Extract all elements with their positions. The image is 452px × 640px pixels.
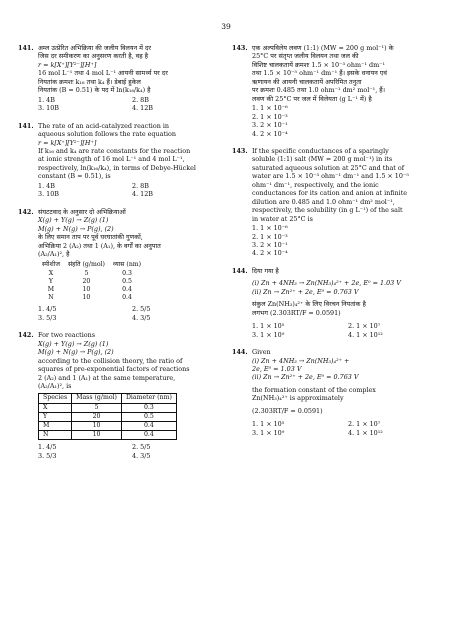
question-text-line: ohm⁻¹ dm⁻¹, respectively, and the ionic <box>252 180 379 189</box>
question-text-line: squares of pre-exponential factors of reactions <box>38 365 190 374</box>
question-text-line: If the specific conductances of a sparingly <box>252 146 389 155</box>
option-1[interactable]: 1. 1 × 10⁵ <box>252 322 285 331</box>
option-3[interactable]: 3. 5/3 <box>38 313 57 322</box>
question-text-line: 2 (A₂) and 1 (A₁) at the same temperature, <box>38 373 176 382</box>
question-text-line: constant (B = 0.51), is <box>38 172 111 181</box>
table-row <box>39 403 177 412</box>
question-text-line: For two reactions <box>38 331 96 340</box>
question-142-english <box>18 331 220 460</box>
question-number: 141. <box>18 121 34 130</box>
option-2[interactable]: 2. 8B <box>132 95 149 104</box>
option-2[interactable]: 2. 1 × 10⁻³ <box>252 232 288 241</box>
question-number: 141. <box>18 44 34 52</box>
table-cell: X <box>39 403 72 412</box>
question-text-line: नियतांक क्रमशः k₁₆ तथा k₄ हैं। डेबाई हुकेल <box>38 77 141 86</box>
table-cell: 5 <box>72 403 122 412</box>
table-header: Species <box>39 394 72 403</box>
question-text-line: Zn(NH₃)₄²⁺ is approximately <box>252 394 344 403</box>
table-cell: 0.4 <box>122 285 132 293</box>
options <box>38 443 220 460</box>
constant-note: (2.303RT/F = 0.0591) <box>252 406 323 415</box>
question-text-line: respectively, the solubility (in g L⁻¹) of the salt <box>252 206 403 215</box>
question-text-line: संकुल Zn(NH₃)₄²⁺ के लिए विरचन नियतांक है <box>252 300 366 309</box>
question-text-line: the formation constant of the complex <box>252 385 376 394</box>
question-number: 142. <box>18 331 34 340</box>
option-4[interactable]: 4. 2 × 10⁻⁴ <box>252 129 288 138</box>
table-cell: 0.3 <box>122 269 132 277</box>
question-text-line: नियतांक (B = 0.51) के पद में ln(k₁₆/k₄) है <box>38 86 151 95</box>
question-text-line: विशिष्ट चालकतायें क्रमशः 1.5 × 10⁻³ ohm⁻¹ dm⁻¹ <box>252 60 386 69</box>
question-text-line: conductances for its cation and anion at infinite <box>252 189 408 198</box>
options <box>38 96 220 113</box>
question-text-line: according to the collision theory, the ratio of <box>38 356 183 365</box>
table-cell: Y <box>39 412 72 421</box>
option-4[interactable]: 4. 2 × 10⁻⁴ <box>252 249 288 258</box>
question-text-line: respectively, ln(k₁₆/k₄), in terms of Debye-Hückel <box>38 163 196 172</box>
table-row <box>38 278 145 286</box>
table-header: स्पीशीज <box>42 261 60 269</box>
option-4[interactable]: 4. 12B <box>132 104 153 113</box>
half-reaction-1: (i) Zn + 4NH₃ → Zn(NH₃)₄²⁺ + <box>252 356 350 365</box>
reaction-1: X(g) + Y(g) → Z(g) (1) <box>38 339 109 348</box>
table-cell: M <box>39 422 72 431</box>
question-text-line: (A₂/A₁)², is <box>38 381 72 390</box>
options <box>252 420 438 437</box>
left-column <box>18 44 220 469</box>
question-text-line: लवण की 25°C पर जल में विलेयता (g L⁻¹ में) है <box>252 94 372 103</box>
question-text-line: के लिए समान ताप पर पूर्व घरघातांकी गुणकों, <box>38 233 143 242</box>
option-1[interactable]: 1. 4/5 <box>38 443 57 452</box>
question-text-line: जिस दर समीकरण का अनुसरण करती है, वह है <box>38 52 149 61</box>
table-row <box>38 286 145 294</box>
option-2[interactable]: 2. 8B <box>132 181 149 190</box>
options <box>252 322 438 339</box>
option-2[interactable]: 2. 1 × 10⁷ <box>348 322 381 331</box>
table-header: Mass (g/mol) <box>72 394 122 403</box>
option-1[interactable]: 1. 4B <box>38 181 55 190</box>
table-row <box>38 294 145 302</box>
table-cell: M <box>47 285 55 293</box>
half-reaction-2: (ii) Zn → Zn²⁺ + 2e, E⁰ = 0.763 V <box>252 287 359 296</box>
option-4[interactable]: 4. 12B <box>132 190 153 199</box>
reaction-1: X(g) + Y(g) → Z(g) (1) <box>38 216 109 225</box>
question-144-hindi <box>232 267 438 339</box>
half-reaction-1-cont: 2e, E⁰ = 1.03 V <box>252 364 302 373</box>
question-number: 144. <box>232 266 248 275</box>
table-cell: 0.3 <box>121 403 176 412</box>
table-row <box>39 422 177 431</box>
table-cell: 10 <box>72 431 122 440</box>
option-2[interactable]: 2. 5/5 <box>132 305 151 314</box>
question-text-line: ऋणायन की आयनी चालकतायें अपरिमित तनुता <box>252 77 362 86</box>
option-1[interactable]: 1. 4B <box>38 95 55 104</box>
species-table <box>38 393 177 440</box>
table-header: संहति (g/mol) <box>67 261 105 269</box>
question-text-line: aqueous solution follows the rate equation <box>38 130 177 139</box>
table-header: व्यास (nm) <box>112 261 142 269</box>
table-cell: Y <box>48 277 54 285</box>
question-text-line: दिया गया है <box>252 266 279 275</box>
option-2[interactable]: 2. 1 × 10⁻³ <box>252 112 288 121</box>
option-3[interactable]: 3. 2 × 10⁻¹ <box>252 240 288 249</box>
question-141-english <box>18 122 220 199</box>
question-number: 143. <box>232 44 248 52</box>
options <box>252 224 438 258</box>
options <box>252 104 438 138</box>
table-cell: 0.4 <box>121 431 176 440</box>
option-4[interactable]: 4. 1 × 10¹² <box>348 330 383 339</box>
table-cell: 10 <box>72 422 122 431</box>
option-1[interactable]: 1. 1 × 10⁻⁶ <box>252 104 288 113</box>
question-text-line: 25°C पर संतृप्त जलीय विलयन तथा जल की <box>252 52 359 61</box>
question-text-line: संघटटवाद के अनुसार दो अभिक्रियाओं <box>38 207 126 216</box>
table-row <box>38 270 145 278</box>
option-1[interactable]: 1. 1 × 10⁵ <box>252 420 285 429</box>
question-text-line: dilution are 0.485 and 1.0 ohm⁻¹ dm² mol⁻¹, <box>252 197 395 206</box>
option-1[interactable]: 1. 4/5 <box>38 305 57 314</box>
question-143-hindi <box>232 44 438 138</box>
page-number: 39 <box>221 22 231 31</box>
table-cell: N <box>48 294 54 302</box>
option-4[interactable]: 4. 3/5 <box>132 313 151 322</box>
question-number: 142. <box>18 207 34 216</box>
table-row <box>39 431 177 440</box>
option-3[interactable]: 3. 1 × 10⁹ <box>252 428 285 437</box>
question-141-hindi <box>18 44 220 113</box>
species-table <box>38 261 145 302</box>
question-text-line: (A₂/A₁)², है <box>38 249 70 258</box>
option-2[interactable]: 2. 1 × 10⁷ <box>348 420 381 429</box>
option-3[interactable]: 3. 1 × 10⁹ <box>252 330 285 339</box>
question-text-line: soluble (1:1) salt (MW = 200 g mol⁻¹) in its <box>252 155 393 164</box>
option-3[interactable]: 3. 10B <box>38 104 59 113</box>
table-cell: 5 <box>84 269 89 277</box>
table-cell: 10 <box>82 285 91 293</box>
question-text-line: at ionic strength of 16 mol L⁻¹ and 4 mol L⁻¹, <box>38 155 185 164</box>
table-cell: 10 <box>82 294 91 302</box>
question-text-line: The rate of an acid-catalyzed reaction in <box>38 121 170 130</box>
right-column <box>232 44 438 446</box>
question-number: 143. <box>232 146 248 155</box>
table-cell: 20 <box>82 277 91 285</box>
reaction-2: M(g) + N(g) → P(g), (2) <box>38 348 114 357</box>
table-cell: 20 <box>72 412 122 421</box>
option-1[interactable]: 1. 1 × 10⁻⁶ <box>252 224 288 233</box>
question-143-english <box>232 147 438 258</box>
question-text-line: एक अल्पविलेय लवण (1:1) (MW = 200 g mol⁻¹) के <box>252 44 394 52</box>
question-number: 144. <box>232 348 248 357</box>
table-cell: X <box>48 269 54 277</box>
half-reaction-2: (ii) Zn → Zn²⁺ + 2e, E⁰ = 0.763 V <box>252 373 359 382</box>
option-2[interactable]: 2. 5/5 <box>132 443 151 452</box>
table-row <box>39 412 177 421</box>
question-text-line: लगभग (2.303RT/F = 0.0591) <box>252 308 341 317</box>
question-text-line: Given <box>252 348 271 357</box>
option-3[interactable]: 3. 2 × 10⁻¹ <box>252 121 288 130</box>
half-reaction-1: (i) Zn + 4NH₃ → Zn(NH₃)₄²⁺ + 2e, E⁰ = 1.03 V <box>252 279 401 288</box>
option-3[interactable]: 3. 10B <box>38 190 59 199</box>
table-cell: N <box>39 431 72 440</box>
question-text-line: water are 1.5 × 10⁻³ ohm⁻¹ dm⁻¹ and 1.5 × 10⁻⁵ <box>252 172 409 181</box>
question-text-line: तथा 1.5 × 10⁻⁵ ohm⁻¹ dm⁻¹ हैं। इसके धनायन एवं <box>252 69 387 78</box>
question-144-english <box>232 348 438 437</box>
options <box>38 305 220 322</box>
table-cell: 0.4 <box>122 294 132 302</box>
question-text-line: in water at 25°C is <box>252 214 313 223</box>
table-header: Diameter (nm) <box>121 394 176 403</box>
table-cell: 0.4 <box>121 422 176 431</box>
question-text-line: saturated aqueous solution at 25°C and that of <box>252 163 405 172</box>
question-text-line: अम्ल उत्प्रेरित अभिक्रिया की जलीय विलयन में दर <box>38 44 152 52</box>
question-text-line: पर क्रमशः 0.485 तथा 1.0 ohm⁻¹ dm² mol⁻¹, हैं। <box>252 86 386 95</box>
options <box>38 182 220 199</box>
question-text-line: 16 mol L⁻¹ तथा 4 mol L⁻¹ आयनी सामर्थ्य पर दर <box>38 69 168 78</box>
reaction-2: M(g) + N(g) → P(g), (2) <box>38 224 114 233</box>
question-text-line: If k₁₆ and k₄ are rate constants for the reaction <box>38 146 191 155</box>
option-4[interactable]: 4. 3/5 <box>132 451 151 460</box>
option-4[interactable]: 4. 1 × 10¹² <box>348 428 383 437</box>
question-142-hindi <box>18 208 220 323</box>
option-3[interactable]: 3. 5/3 <box>38 451 57 460</box>
table-cell: 0.5 <box>122 277 132 285</box>
question-text-line: अभिक्रिया 2 (A₂) तथा 1 (A₁), के वर्गों का अनुपात <box>38 241 161 250</box>
rate-equation: r = k[X⁺][Y²⁻][H⁺] <box>38 138 97 147</box>
rate-equation: r = k[X⁺][Y²⁻][H⁺] <box>38 60 97 69</box>
table-cell: 0.5 <box>121 412 176 421</box>
